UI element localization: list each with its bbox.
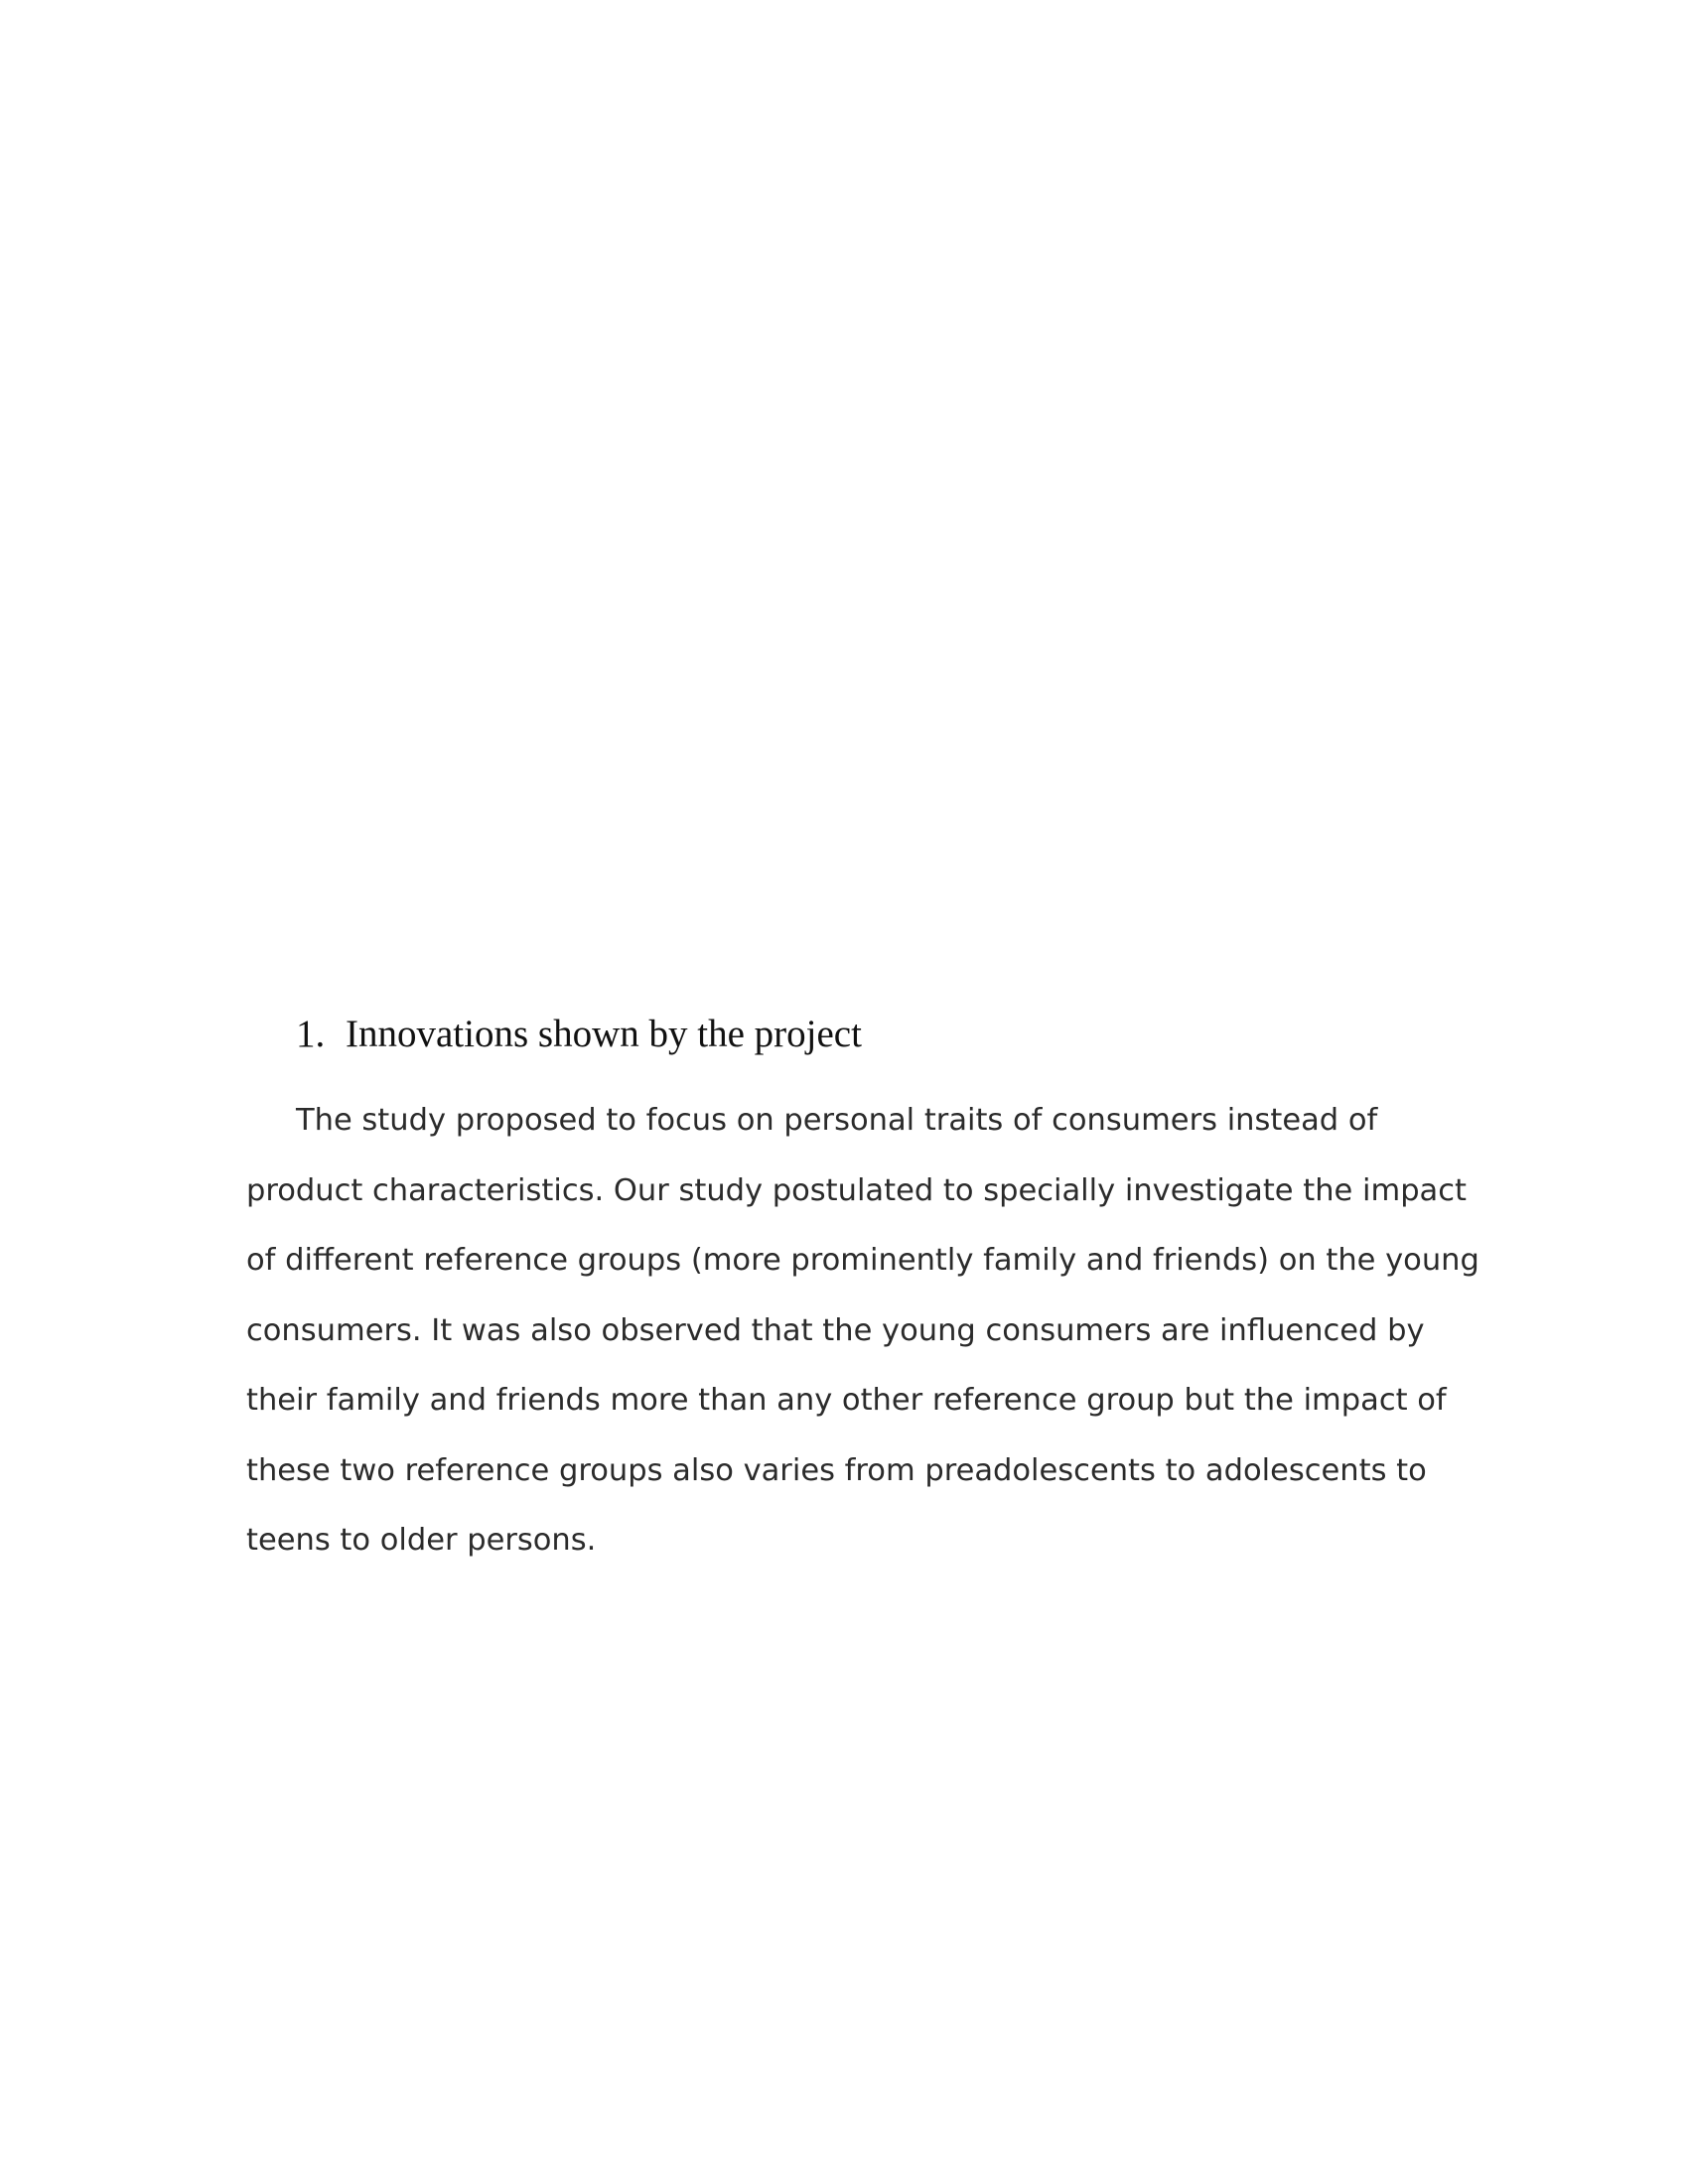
section-number: 1. bbox=[296, 1013, 326, 1055]
paragraph-line: teens to older persons. bbox=[246, 1523, 597, 1558]
paragraph-line: product characteristics. Our study postulated to specially investigate the impact bbox=[246, 1172, 1467, 1208]
paragraph-line: their family and friends more than any other reference group but the impact of bbox=[246, 1383, 1447, 1418]
paragraph-line: of different reference groups (more prominently family and friends) on the young bbox=[246, 1243, 1479, 1278]
paragraph-line: consumers. It was also observed that the young consumers are influenced by bbox=[246, 1312, 1425, 1348]
body-paragraph bbox=[246, 1086, 1489, 1576]
section-title: Innovations shown by the project bbox=[346, 1013, 862, 1055]
paragraph-line: these two reference groups also varies from preadolescents to adolescents to bbox=[246, 1452, 1427, 1488]
paragraph-line: The study proposed to focus on personal traits of consumers instead of bbox=[296, 1103, 1378, 1138]
section-heading bbox=[296, 1005, 862, 1064]
